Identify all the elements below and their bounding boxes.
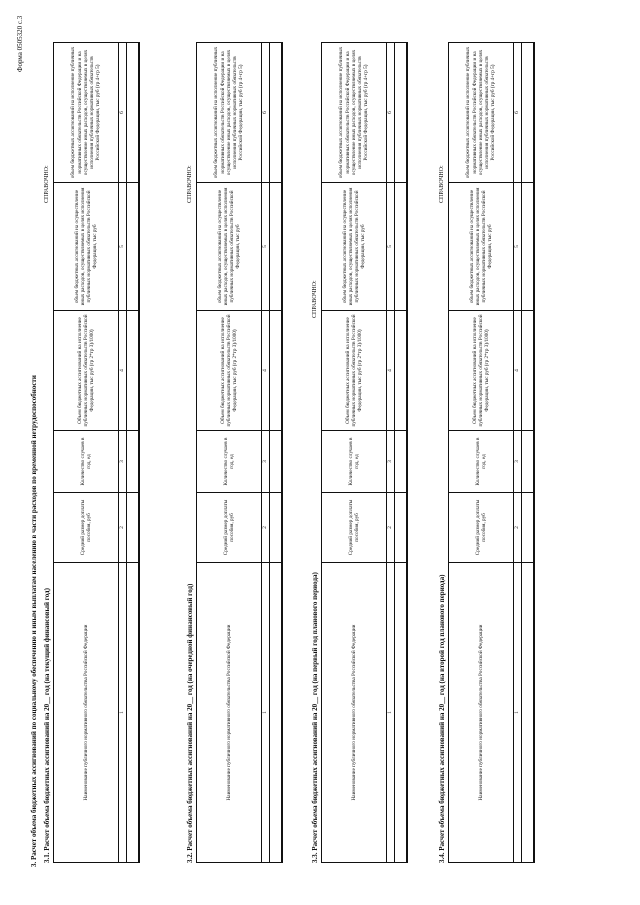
entry-cell[interactable] xyxy=(395,311,408,431)
entry-cell[interactable] xyxy=(270,493,283,563)
column-number: 2 xyxy=(119,493,127,563)
entry-cell[interactable] xyxy=(522,43,535,183)
entry-cell[interactable] xyxy=(522,311,535,431)
column-number: 2 xyxy=(387,493,395,563)
column-number: 3 xyxy=(387,431,395,493)
column-number: 1 xyxy=(119,563,127,863)
data-entry-row xyxy=(270,43,283,863)
header-cell: Средний размер доплаты пособия, руб xyxy=(322,493,387,563)
header-cell: объем бюджетных ассигнований на исполнение публичных нормативных обязательств Российской Федерации и на осуществление иных расходов, осуществляемых в целях исполнения публичных нормативных обязательств Российской Федерации, тыс руб (гр 4+гр 5) xyxy=(449,43,514,183)
entry-cell[interactable] xyxy=(127,431,140,493)
section-3-4 xyxy=(437,43,535,863)
header-cell: объем бюджетных ассигнований на исполнение публичных нормативных обязательств Российской Федерации и на осуществление иных расходов, осуществляемых в целях исполнения публичных нормативных обязательств Российской Федерации, тыс руб (гр 4+гр 5) xyxy=(54,43,119,183)
column-number: 3 xyxy=(119,431,127,493)
section-title: 3.1. Расчет объема бюджетных ассигнований на 20__ год (на текущий финансовый год) xyxy=(43,588,51,863)
calc-table xyxy=(196,42,283,863)
column-number: 1 xyxy=(262,563,270,863)
entry-cell[interactable] xyxy=(127,183,140,311)
column-number: 5 xyxy=(514,183,522,311)
header-cell: Наименование публичного нормативного обязательства Российской Федерации xyxy=(449,563,514,863)
entry-cell[interactable] xyxy=(127,493,140,563)
reference-label: СПРАВОЧНО: xyxy=(44,165,50,203)
column-number: 4 xyxy=(262,311,270,431)
entry-cell[interactable] xyxy=(395,183,408,311)
entry-cell[interactable] xyxy=(127,43,140,183)
header-cell: Объем бюджетных ассигнований на исполнение публичных нормативных обязательств Российской Федерации, тыс руб (гр 2*гр 3)/1000) xyxy=(54,311,119,431)
column-number: 5 xyxy=(119,183,127,311)
header-row xyxy=(449,43,514,863)
column-number: 4 xyxy=(119,311,127,431)
header-row xyxy=(197,43,262,863)
entry-cell[interactable] xyxy=(270,43,283,183)
entry-cell[interactable] xyxy=(395,431,408,493)
form-id: Форма 0505320 с.3 xyxy=(16,15,24,72)
data-entry-row xyxy=(395,43,408,863)
column-number: 4 xyxy=(514,311,522,431)
data-entry-row xyxy=(127,43,140,863)
entry-cell[interactable] xyxy=(270,311,283,431)
section-3-1 xyxy=(42,43,140,863)
header-cell: Средний размер доплаты пособия, руб xyxy=(197,493,262,563)
column-number-row xyxy=(119,43,127,863)
header-cell: Количество случаев в год, ед xyxy=(54,431,119,493)
header-cell: Количество случаев в год, ед xyxy=(197,431,262,493)
header-cell: объем бюджетных ассигнований на исполнение публичных нормативных обязательств Российской Федерации и на осуществление иных расходов, осуществляемых в целях исполнения публичных нормативных обязательств Российской Федерации, тыс руб (гр 4+гр 5) xyxy=(197,43,262,183)
section-title: 3.4. Расчет объема бюджетных ассигнований на 20__ год (на второй год планового периода) xyxy=(438,574,446,863)
header-cell: Наименование публичного нормативного обязательства Российской Федерации xyxy=(322,563,387,863)
entry-cell[interactable] xyxy=(270,183,283,311)
header-cell: Объем бюджетных ассигнований на исполнение публичных нормативных обязательств Российской Федерации, тыс руб (гр 2*гр 3)/1000) xyxy=(322,311,387,431)
calc-table xyxy=(448,42,535,863)
calc-table xyxy=(53,42,140,863)
section-3-2 xyxy=(185,43,283,863)
column-number: 6 xyxy=(514,43,522,183)
column-number: 6 xyxy=(119,43,127,183)
entry-cell[interactable] xyxy=(127,563,140,863)
header-cell: объем бюджетных ассигнований на осуществление иных расходов, осуществляемых в целях исполнения публичных нормативных обязательств Российской Федерации, тыс руб xyxy=(322,183,387,311)
header-cell: Объем бюджетных ассигнований на исполнение публичных нормативных обязательств Российской Федерации, тыс руб (гр 2*гр 3)/1000) xyxy=(197,311,262,431)
column-number: 4 xyxy=(387,311,395,431)
column-number: 3 xyxy=(514,431,522,493)
entry-cell[interactable] xyxy=(395,563,408,863)
entry-cell[interactable] xyxy=(522,183,535,311)
column-number: 2 xyxy=(262,493,270,563)
section-3-3 xyxy=(310,43,408,863)
main-heading: 3. Расчет объема бюджетных ассигнований по социальному обеспечению и иным выплатам населению в части расходов по временной нетрудоспособности xyxy=(30,375,38,867)
header-cell: объем бюджетных ассигнований на осуществление иных расходов, осуществляемых в целях исполнения публичных нормативных обязательств Российской Федерации, тыс руб xyxy=(197,183,262,311)
header-cell: объем бюджетных ассигнований на исполнение публичных нормативных обязательств Российской Федерации и на осуществление иных расходов, осуществляемых в целях исполнения публичных нормативных обязательств Российской Федерации, тыс руб (гр 4+гр 5) xyxy=(322,43,387,183)
header-cell: объем бюджетных ассигнований на осуществление иных расходов, осуществляемых в целях исполнения публичных нормативных обязательств Российской Федерации, тыс руб xyxy=(54,183,119,311)
column-number: 1 xyxy=(387,563,395,863)
header-cell: Количество случаев в год, ед xyxy=(449,431,514,493)
entry-cell[interactable] xyxy=(270,563,283,863)
column-number-row xyxy=(514,43,522,863)
header-cell: Средний размер доплаты пособия, руб xyxy=(54,493,119,563)
column-number: 5 xyxy=(262,183,270,311)
reference-label: СПРАВОЧНО: xyxy=(187,165,193,203)
header-cell: Объем бюджетных ассигнований на исполнение публичных нормативных обязательств Российской Федерации, тыс руб (гр 2*гр 3)/1000) xyxy=(449,311,514,431)
header-row xyxy=(54,43,119,863)
calc-table xyxy=(321,42,408,863)
section-title: 3.3. Расчет объема бюджетных ассигнований на 20__ год (на первый год планового периода) xyxy=(311,572,319,863)
header-cell: Средний размер доплаты пособия, руб xyxy=(449,493,514,563)
entry-cell[interactable] xyxy=(395,43,408,183)
column-number-row xyxy=(262,43,270,863)
entry-cell[interactable] xyxy=(522,493,535,563)
column-number: 5 xyxy=(387,183,395,311)
column-number: 3 xyxy=(262,431,270,493)
header-cell: Количество случаев в год, ед xyxy=(322,431,387,493)
column-number: 6 xyxy=(262,43,270,183)
entry-cell[interactable] xyxy=(127,311,140,431)
entry-cell[interactable] xyxy=(522,563,535,863)
column-number: 6 xyxy=(387,43,395,183)
column-number-row xyxy=(387,43,395,863)
entry-cell[interactable] xyxy=(395,493,408,563)
header-cell: объем бюджетных ассигнований на осуществление иных расходов, осуществляемых в целях исполнения публичных нормативных обязательств Российской Федерации, тыс руб xyxy=(449,183,514,311)
column-number: 2 xyxy=(514,493,522,563)
reference-label: СПРАВОЧНО: xyxy=(439,165,445,203)
data-entry-row xyxy=(522,43,535,863)
reference-label: СПРАВОЧНО: xyxy=(312,280,318,318)
entry-cell[interactable] xyxy=(522,431,535,493)
column-number: 1 xyxy=(514,563,522,863)
header-cell: Наименование публичного нормативного обязательства Российской Федерации xyxy=(197,563,262,863)
header-cell: Наименование публичного нормативного обязательства Российской Федерации xyxy=(54,563,119,863)
entry-cell[interactable] xyxy=(270,431,283,493)
header-row xyxy=(322,43,387,863)
section-title: 3.2. Расчет объема бюджетных ассигнований на 20__ год (на очередной финансовый год) xyxy=(186,583,194,863)
